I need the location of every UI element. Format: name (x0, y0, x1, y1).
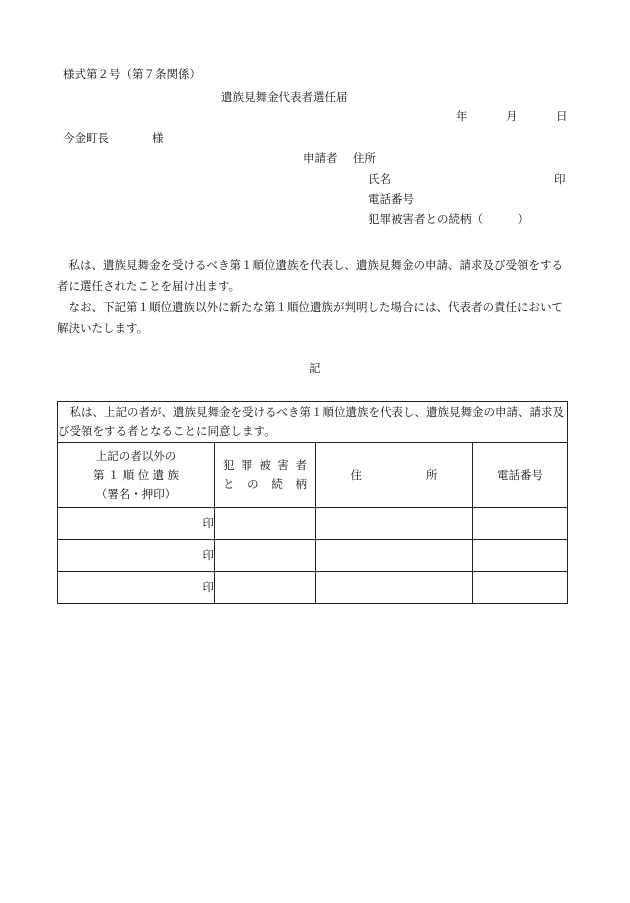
relation-cell (215, 572, 316, 604)
date-year: 年 (456, 109, 468, 123)
date-day: 日 (556, 109, 568, 123)
header-relation-line1: 犯罪被害者 (223, 458, 307, 472)
signature-cell: 印 (58, 508, 215, 540)
phone-cell (473, 508, 568, 540)
header-other-survivors-line2: 第１順位遺族 (93, 467, 179, 482)
header-other-survivors-line3: （署名・押印） (95, 486, 177, 501)
addressee-name: 今金町長 (63, 131, 109, 145)
ki-heading: 記 (309, 361, 321, 375)
header-relation-line2: との続柄 (223, 477, 307, 491)
header-phone: 電話番号 (473, 443, 568, 508)
relation-cell (215, 508, 316, 540)
phone-cell (473, 540, 568, 572)
applicant-phone-label: 電話番号 (368, 192, 414, 206)
header-other-survivors (58, 443, 215, 508)
table-row (58, 508, 568, 540)
signature-cell: 印 (58, 572, 215, 604)
header-address-char1: 住 (350, 467, 362, 482)
phone-cell (473, 572, 568, 604)
address-cell (316, 572, 473, 604)
consent-statement: 私は、上記の者が、遺族見舞金を受けるべき第１順位遺族を代表し、遺族見舞金の申請、請求及び受領をする者となることに同意します。 (58, 402, 568, 443)
header-other-survivors-line1: 上記の者以外の (95, 448, 177, 463)
applicant-seal-mark: 印 (554, 172, 566, 186)
signature-cell: 印 (58, 540, 215, 572)
applicant-address-label: 住所 (353, 151, 376, 165)
header-address-char2: 所 (426, 467, 438, 482)
applicant-relation-label: 犯罪被害者との続柄（ ） (368, 212, 529, 226)
address-cell (316, 508, 473, 540)
address-cell (316, 540, 473, 572)
table-row (58, 572, 568, 604)
table-row (58, 540, 568, 572)
form-title: 遺族見舞金代表者選任届 (221, 90, 348, 104)
date-month: 月 (506, 109, 518, 123)
relation-cell (215, 540, 316, 572)
addressee-honorific: 様 (152, 131, 164, 145)
header-relation (215, 443, 316, 508)
applicant-name-label: 氏名 (368, 172, 391, 186)
body-paragraph-1: 私は、遺族見舞金を受けるべき第１順位遺族を代表し、遺族見舞金の申請、請求及び受領をする者に選任されたことを届け出ます。 (57, 258, 563, 293)
form-number: 様式第２号（第７条関係） (63, 67, 201, 81)
body-paragraph-2: なお、下記第１順位遺族以外に新たな第１順位遺族が判明した場合には、代表者の責任において解決いたします。 (57, 300, 563, 335)
applicant-role-label: 申請者 (303, 151, 338, 165)
header-address (316, 443, 473, 508)
consent-signature-table (57, 401, 568, 604)
